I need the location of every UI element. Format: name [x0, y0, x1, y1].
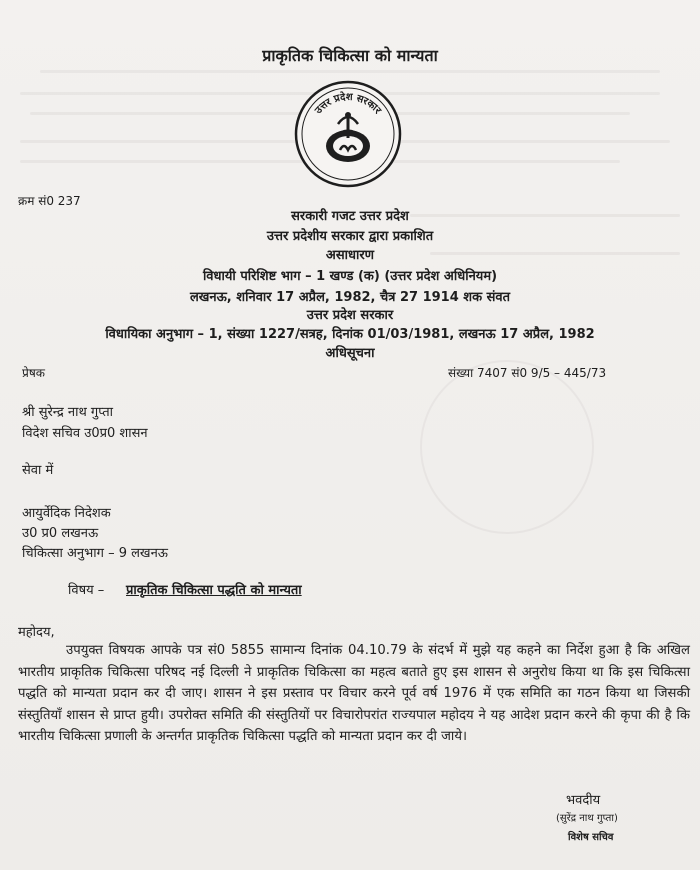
sender-designation: विदेश सचिव उ0प्र0 शासन — [22, 426, 148, 441]
subject-text: प्राकृतिक चिकित्सा पद्धति को मान्यता — [126, 583, 302, 598]
reference-number: क्रम सं0 237 — [18, 194, 81, 208]
closing: भवदीय — [566, 793, 601, 808]
faint-stamp — [420, 360, 594, 534]
document-title: प्राकृतिक चिकित्सा को मान्यता — [262, 46, 438, 65]
subject-label: विषय – — [68, 583, 105, 598]
gazette-line: उत्तर प्रदेश सरकार — [306, 308, 394, 323]
body-paragraph — [18, 640, 690, 748]
gazette-line: असाधारण — [325, 248, 375, 263]
gazette-line: अधिसूचना — [325, 346, 375, 361]
signatory-designation: विशेष सचिव — [568, 832, 614, 843]
recipient-line: उ0 प्र0 लखनऊ — [22, 526, 99, 541]
recipient-line: चिकित्सा अनुभाग – 9 लखनऊ — [22, 546, 168, 561]
emblem-text: उत्तर प्रदेश सरकार — [313, 91, 383, 117]
recipient-line: आयुर्वेदिक निदेशक — [22, 506, 111, 521]
gazette-line: लखनऊ, शनिवार 17 अप्रैल, 1982, चैत्र 27 1914 शक संवत — [189, 290, 511, 305]
gazette-line: सरकारी गजट उत्तर प्रदेश — [291, 209, 409, 224]
bleed-through — [40, 70, 660, 73]
gazette-line: विधायी परिशिष्ट भाग – 1 खण्ड (क) (उत्तर प्रदेश अधिनियम) — [202, 269, 498, 284]
letter-number: संख्या 7407 सं0 9/5 – 445/73 — [448, 366, 607, 380]
sender-name: श्री सुरेन्द्र नाथ गुप्ता — [22, 405, 113, 420]
body-text: उपयुक्त विषयक आपके पत्र सं0 5855 सामान्य दिनांक 04.10.79 के संदर्भ में मुझे यह कहने का निर्देश हुआ है कि अखिल भारतीय प्राकृतिक चिकित्सा परिषद नई दिल्ली ने प्राकृतिक चिकित्सा का महत्व बताते हुए इस शासन से अनुरोध किया था कि इस चिकित्सा पद्धति को मान्यता प्रदान कर दी जाए। शासन ने इस प्रस्ताव पर विचार करने पूर्व वर्ष 1976 में एक समिति का गठन किया था जिसकी संस्तुतियाँ शासन से प्राप्त हुयी। उपरोक्त समिति की संस्तुतियों पर विचारोपरांत राज्यपाल महोदय ने यह आदेश प्रदान करने की कृपा की है कि भारतीय चिकित्सा प्रणाली के अन्तर्गत प्राकृतिक चिकित्सा पद्धति को मान्यता प्रदान कर दी जाये। — [18, 643, 690, 744]
uttar-pradesh-emblem — [294, 80, 402, 188]
sender-label: प्रेषक — [22, 366, 45, 380]
gazette-line: उत्तर प्रदेशीय सरकार द्वारा प्रकाशित — [266, 229, 434, 244]
gazette-line: विधायिका अनुभाग – 1, संख्या 1227/सत्रह, दिनांक 01/03/1981, लखनऊ 17 अप्रैल, 1982 — [105, 327, 595, 342]
salutation: महोदय, — [18, 625, 55, 640]
recipient-label: सेवा में — [22, 463, 54, 478]
signatory-name: (सुरेंद्र नाथ गुप्ता) — [556, 813, 618, 824]
